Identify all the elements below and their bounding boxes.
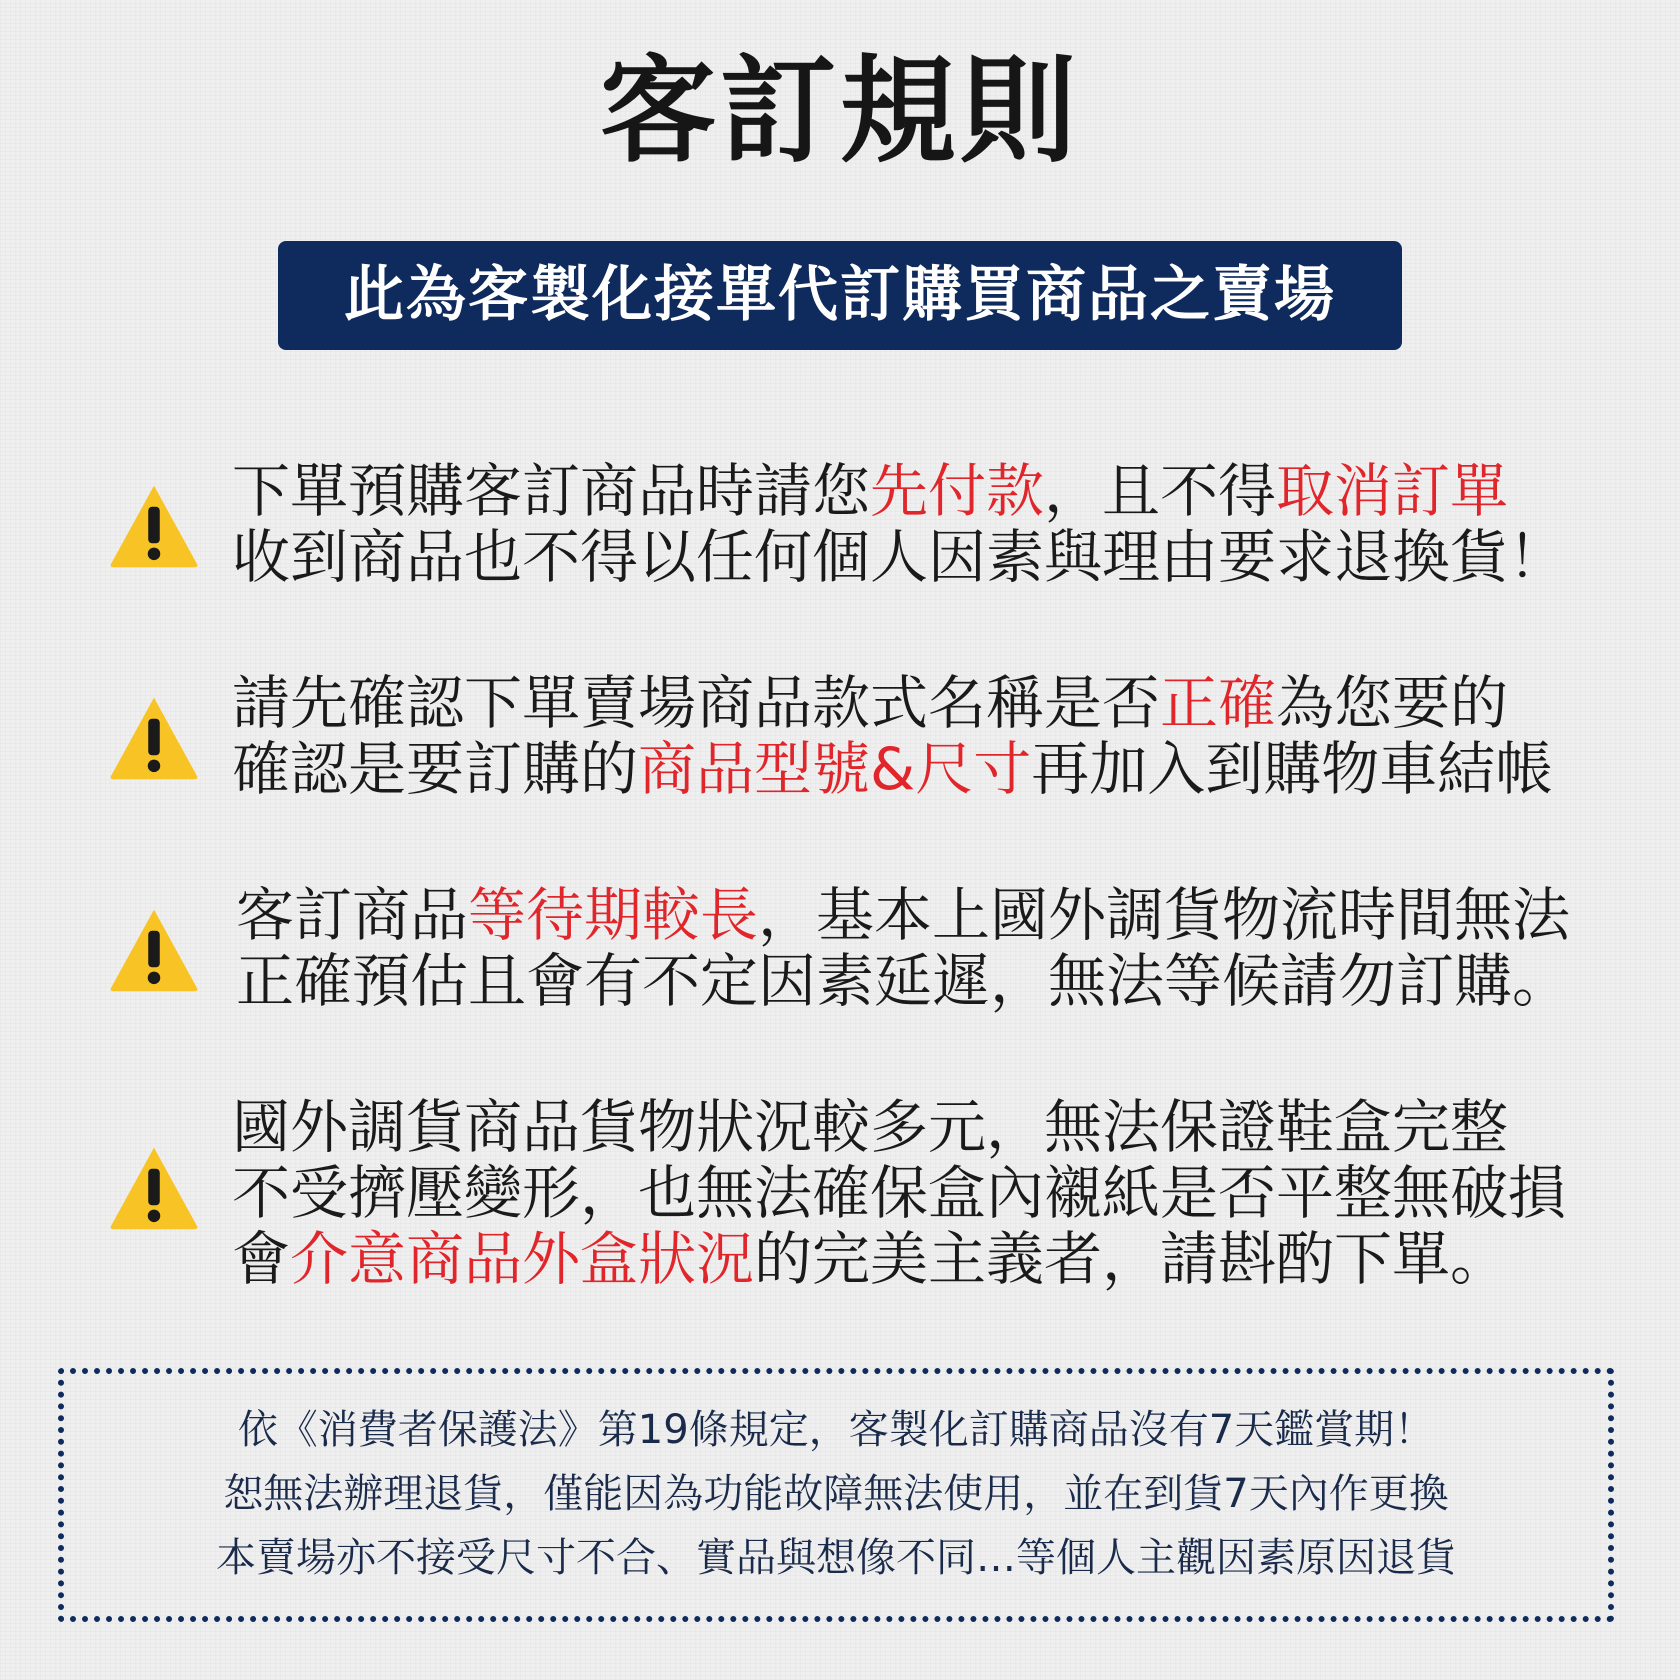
rule-segment: 確認是要訂購的 bbox=[232, 735, 639, 803]
warning-icon bbox=[106, 478, 202, 574]
warning-icon bbox=[106, 690, 202, 786]
rule-segment: ，且不得 bbox=[1044, 457, 1277, 525]
rule-segment: ，基本上國外調貨物流時間無法 bbox=[758, 881, 1571, 949]
rule-segment: 請先確認下單賣場商品款式名稱是否 bbox=[232, 669, 1161, 737]
warning-icon bbox=[106, 902, 202, 998]
rule-segment: 正確預估且會有不定因素延遲，無法等候請勿訂購。 bbox=[236, 947, 1571, 1015]
rule-line bbox=[232, 670, 1553, 736]
rule-text bbox=[236, 882, 1570, 1014]
legal-notice-line: 依《消費者保護法》第19條規定，客製化訂購商品沒有7天鑑賞期！ bbox=[237, 1407, 1435, 1453]
rule-segment: 不受擠壓變形，也無法確保盒內襯紙是否平整無破損 bbox=[232, 1159, 1567, 1227]
warning-icon bbox=[106, 1140, 202, 1236]
rule-line bbox=[232, 458, 1566, 524]
rule-segment: 國外調貨商品貨物狀況較多元，無法保證鞋盒完整 bbox=[232, 1093, 1509, 1161]
legal-notice-text bbox=[64, 1398, 1608, 1590]
rule-text bbox=[232, 670, 1553, 802]
rule-line bbox=[236, 882, 1570, 948]
rule-segment: 收到商品也不得以任何個人因素與理由要求退換貨！ bbox=[232, 523, 1567, 591]
rule-segment: 再加入到購物車結帳 bbox=[1031, 735, 1554, 803]
rule-line bbox=[232, 736, 1553, 802]
legal-notice-line: 本賣場亦不接受尺寸不合、實品與想像不同…等個人主觀因素原因退貨 bbox=[216, 1535, 1456, 1581]
rule-highlight: 正確 bbox=[1160, 669, 1277, 737]
rule-highlight: 介意商品外盒狀況 bbox=[290, 1225, 755, 1293]
rule-highlight: 先付款 bbox=[870, 457, 1045, 525]
rule-line bbox=[232, 524, 1566, 590]
rule-highlight: 等待期較長 bbox=[468, 881, 759, 949]
rule-line bbox=[232, 1160, 1566, 1226]
banner: 此為客製化接單代訂購買商品之賣場 bbox=[278, 241, 1402, 350]
rule-segment: 下單預購客訂商品時請您 bbox=[232, 457, 871, 525]
rule-segment: 為您要的 bbox=[1276, 669, 1509, 737]
legal-notice-box bbox=[58, 1368, 1614, 1622]
rule-segment: 會 bbox=[232, 1225, 291, 1293]
rule-line bbox=[232, 1226, 1566, 1292]
rule-line bbox=[232, 1094, 1566, 1160]
page-title: 客訂規則 bbox=[600, 44, 1080, 179]
rule-text bbox=[232, 458, 1566, 590]
rule-text bbox=[232, 1094, 1566, 1292]
rule-highlight: 取消訂單 bbox=[1276, 457, 1509, 525]
legal-notice-line: 恕無法辦理退貨，僅能因為功能故障無法使用，並在到貨7天內作更換 bbox=[223, 1471, 1449, 1517]
rule-segment: 客訂商品 bbox=[236, 881, 469, 949]
rule-line bbox=[236, 948, 1570, 1014]
rule-segment: 的完美主義者，請斟酌下單。 bbox=[754, 1225, 1509, 1293]
rule-highlight: 商品型號&尺寸 bbox=[638, 735, 1032, 803]
